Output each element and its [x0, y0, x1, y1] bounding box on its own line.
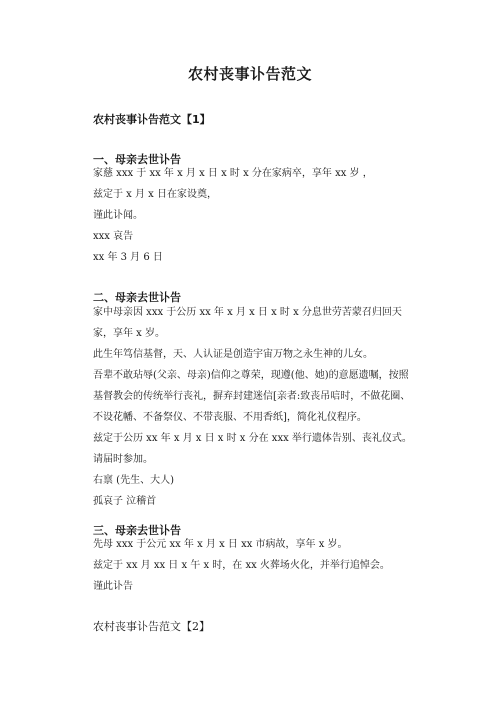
section-1-heading: 一、母亲去世讣告 — [93, 153, 181, 166]
section-2-signature: 孤哀子 泣稽首 — [93, 496, 157, 507]
sample-1-title: 农村丧事讣告范文【1】 — [93, 113, 211, 126]
section-3-heading: 三、母亲去世讣告 — [93, 524, 181, 537]
section-1-line: 兹定于 x 月 x 日在家设奠， — [93, 189, 217, 200]
section-2-heading: 二、母亲去世讣告 — [93, 291, 181, 304]
section-1-line: 家慈 xxx 于 xx 年 x 月 x 日 x 时 x 分在家病卒，享年 xx 岁 ， — [93, 168, 373, 179]
section-2-paragraph: 家中母亲因 xxx 于公历 xx 年 x 月 x 日 x 时 x 分息世劳苦蒙召归回天家，享年 x 岁。 — [93, 307, 402, 339]
section-1-date: xx 年 3 月 6 日 — [93, 252, 163, 263]
section-3-line: 先母 xxx 于公元 xx 年 x 月 x 日 xx 市病故，享年 x 岁。 — [93, 539, 348, 550]
sample-2-title: 农村丧事讣告范文【2】 — [93, 620, 210, 633]
section-2-paragraph: 兹定于公历 xx 年 x 月 x 日 x 时 x 分在 xxx 举行遗体告别、丧礼仪式。 — [93, 433, 412, 444]
section-2-address: 右禀 (先生、大人) — [93, 475, 174, 486]
section-3-line: 谨此讣告 — [93, 581, 133, 592]
section-2-paragraph: 吾辈不敢玷辱(父亲、母亲)信仰之尊荣，现遵(他、她)的意愿遗嘱，按照基督教会的传统举行丧礼，摒弃封建迷信[亲者:致丧吊唁时，不做花圈、不设花幡、不备祭仪、不带丧服、不用香纸]，简化礼仪程序。 — [93, 370, 411, 423]
section-2-paragraph: 此生年笃信基督，天、人认证是创造宇宙万物之永生神的儿女。 — [93, 349, 373, 360]
section-1-line: 谨此讣闻。 — [93, 210, 143, 221]
section-3-line: 兹定于 xx 月 xx 日 x 午 x 时，在 xx 火葬场火化，并举行追悼会。 — [93, 560, 390, 571]
document-title: 农村丧事讣告范文 — [187, 65, 312, 83]
section-1-signature: xxx 哀告 — [93, 231, 134, 242]
section-2-paragraph: 请届时参加。 — [93, 454, 153, 465]
